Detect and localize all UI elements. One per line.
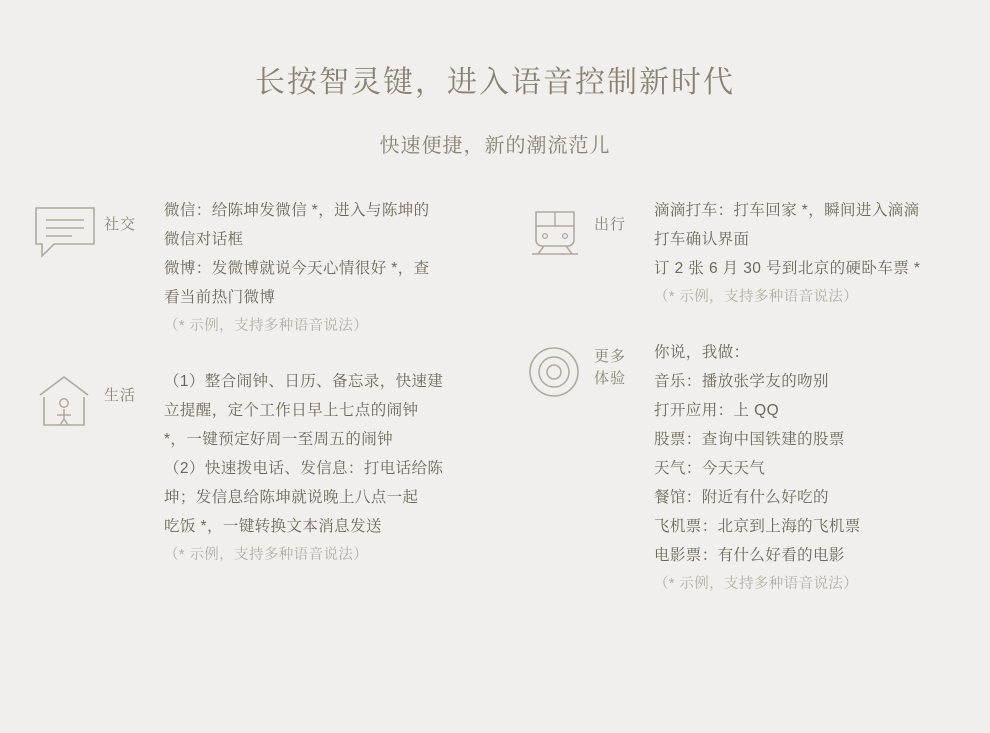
feature-line: 餐馆：附近有什么好吃的	[654, 489, 829, 506]
feature-line: 立提醒，定个工作日早上七点的闹钟	[164, 402, 419, 419]
feature-body-life	[164, 367, 480, 570]
feature-category-more-line1: 更多	[594, 348, 627, 365]
feature-line: 订 2 张 6 月 30 号到北京的硬卧车票 *	[654, 260, 921, 277]
feature-note: （* 示例，支持多种语音说法）	[164, 547, 369, 563]
feature-line: 你说，我做：	[654, 344, 750, 361]
feature-body-social	[164, 196, 480, 341]
feature-block-travel	[520, 196, 970, 312]
feature-category-more-line2: 体验	[594, 369, 627, 387]
feature-category-more	[594, 346, 640, 390]
feature-line: 滴滴打车：打车回家 *，瞬间进入滴滴	[654, 202, 920, 219]
feature-category-life: 生活	[104, 387, 137, 404]
feature-line: 飞机票：北京到上海的飞机票	[654, 518, 861, 535]
feature-category-travel: 出行	[594, 216, 627, 233]
feature-body-more	[654, 338, 970, 599]
feature-line: 打车确认界面	[654, 231, 750, 248]
feature-line: 天气：今天天气	[654, 460, 766, 477]
feature-body-travel	[654, 196, 970, 312]
feature-line: 股票：查询中国铁建的股票	[654, 431, 845, 448]
hero-section	[0, 0, 990, 160]
feature-line: 微博：发微博就说今天心情很好 *，查	[164, 260, 430, 277]
feature-block-more	[520, 338, 970, 599]
train-icon	[520, 200, 590, 262]
feature-column-left	[30, 196, 480, 596]
feature-line: *，一键预定好周一至周五的闹钟	[164, 431, 394, 448]
feature-line: （1）整合闹钟、日历、备忘录，快速建	[164, 373, 444, 390]
feature-block-social	[30, 196, 480, 341]
feature-line: 打开应用：上 QQ	[654, 402, 780, 419]
feature-line: 坤；发信息给陈坤就说晚上八点一起	[164, 489, 419, 506]
circles-icon	[520, 342, 590, 404]
feature-block-life	[30, 367, 480, 570]
feature-line: 电影票：有什么好看的电影	[654, 547, 845, 564]
feature-note: （* 示例，支持多种语音说法）	[654, 576, 859, 592]
feature-line: 微信：给陈坤发微信 *，进入与陈坤的	[164, 202, 430, 219]
page-subtitle: 快速便捷，新的潮流范儿	[379, 135, 611, 157]
page-title: 长按智灵键，进入语音控制新时代	[255, 66, 735, 99]
feature-line: （2）快速拨电话、发信息：打电话给陈	[164, 460, 444, 477]
feature-note: （* 示例，支持多种语音说法）	[654, 289, 859, 305]
house-person-icon	[30, 371, 100, 433]
feature-line: 音乐：播放张学友的吻别	[654, 373, 829, 390]
feature-line: 看当前热门微博	[164, 289, 276, 306]
feature-line: 微信对话框	[164, 231, 244, 248]
feature-line: 吃饭 *，一键转换文本消息发送	[164, 518, 382, 535]
feature-note: （* 示例，支持多种语音说法）	[164, 318, 369, 334]
feature-category-social: 社交	[104, 216, 137, 233]
feature-column-right	[520, 196, 970, 625]
chat-bubble-icon	[30, 200, 100, 262]
